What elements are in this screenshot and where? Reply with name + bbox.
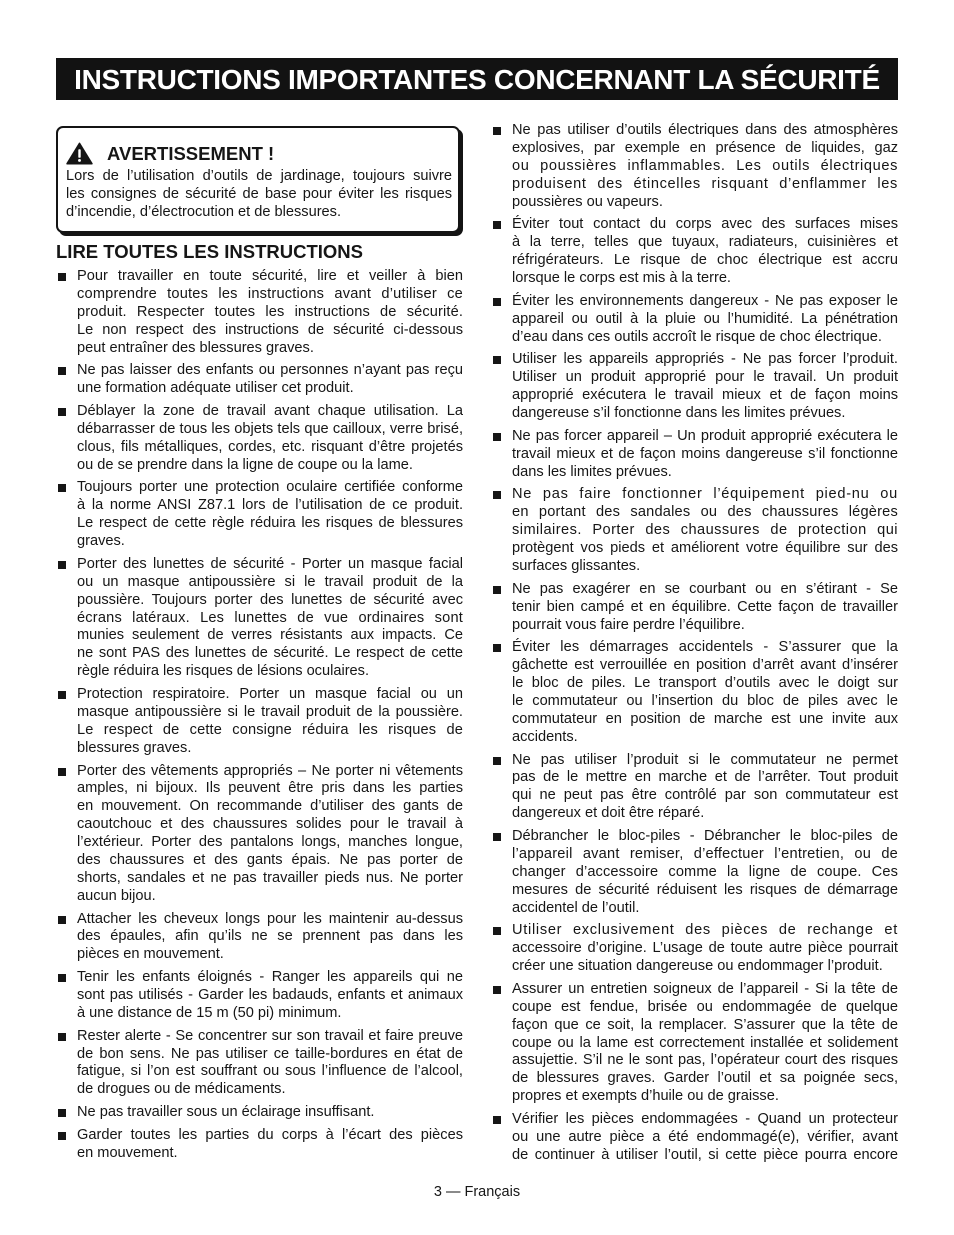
text-line [77,704,463,722]
instruction-text [77,1104,463,1122]
text-line [77,663,463,681]
text-line [512,1035,898,1053]
text-line-content: des chaussures et des gants épais. Ne pas porter de [77,851,463,868]
safety-instruction-item [56,362,463,398]
text-line-content: lorsque le corps est mis à la terre. [512,270,731,287]
text-line-content: d’incendie, d’électrocution et de blessures. [66,203,342,220]
text-line [512,581,898,599]
text-line-content: à la norme ANSI Z87.1 lors de l’utilisation de ce produit. [77,497,463,514]
text-line-content: sont pas utilisés - Garder les badauds, enfants et animaux [77,986,463,1003]
square-bullet-icon [58,273,66,281]
text-line-content: débarrasser de tous les objets tels que cailloux, verre brisé, [77,420,463,437]
text-line [77,1104,463,1122]
text-line [512,711,898,729]
safety-instruction-item [56,686,463,758]
text-line-content: Ne pas forcer appareil – Un produit approprié exécutera le [512,427,898,444]
text-line [512,428,898,446]
text-line-content: shorts, sandales et ne pas travailler pieds nus. Ne porter [77,869,463,886]
instruction-text [77,403,463,475]
instruction-text [77,479,463,551]
text-line [77,533,463,551]
instruction-text [512,828,898,917]
square-bullet-icon [493,298,501,306]
text-line [512,122,898,140]
instruction-text [512,486,898,575]
text-line-content: propres et exempts d’huile ou de graisse. [512,1088,779,1105]
text-line [77,928,463,946]
text-line-content: Garder toutes les parties du corps à l’écart des pièces [77,1126,463,1143]
text-line [77,645,463,663]
text-line-content: Tenir les enfants éloignés - Ranger les appareils qui ne [77,969,463,986]
text-line-content: Porter des lunettes de sécurité - Porter un masque facial [77,555,463,572]
text-line [77,1005,463,1023]
text-line [77,380,463,398]
text-line [512,1070,898,1088]
text-line-content: protègent vos pieds et améliorent votre équilibre sur des [512,540,898,557]
text-line-content: comprendre toutes les instructions avant d’utiliser ce [77,285,463,302]
text-line-content: Assurer un entretien soigneux de l’appareil - Si la tête de [512,980,898,997]
text-line-content: clous, fils métalliques, cordes, etc. risquant d’être projetés [77,438,463,455]
text-line [512,140,898,158]
text-line-content: Utiliser exclusivement des pièces de rechange et [512,922,898,939]
text-line [77,911,463,929]
text-line-content: surfaces glissantes. [512,557,641,574]
text-line [512,486,898,504]
text-line [512,311,898,329]
instruction-text [512,1111,898,1165]
instruction-text [77,763,463,906]
text-line-content: réfrigérateurs. Le risque de choc électrique est accru [512,252,898,269]
text-line-content: qui ne peut pas être contrôlé par son commutateur est [512,787,898,804]
text-line [512,1147,898,1165]
square-bullet-icon [493,586,501,594]
text-line-content: en mouvement. [77,1144,178,1161]
instruction-text [512,581,898,635]
text-line [77,870,463,888]
text-line [512,639,898,657]
text-line [77,1046,463,1064]
text-line-content: dangereux et doit être réparé. [512,805,705,822]
text-line-content: Ne pas utiliser d’outils électriques dans des atmosphères [512,122,898,138]
text-line [77,852,463,870]
text-line-content: des épaules, afin qu’ils ne se prennent pas dans les [77,928,463,945]
text-line [512,216,898,234]
text-line-content: le bloc de piles. Le transport d’outils avec le doigt sur [512,675,898,692]
instruction-text [512,293,898,347]
text-line-content: Utiliser un produit approprié pour le travail. Un produit [512,369,898,386]
square-bullet-icon [493,221,501,229]
text-line-content: poussières ou vapeurs. [512,193,663,210]
instruction-text [512,922,898,976]
text-line-content: blessures graves. [77,739,192,756]
text-line-content: peut entraîner des blessures graves. [77,339,314,356]
warning-title: AVERTISSEMENT ! [107,143,275,164]
square-bullet-icon [58,691,66,699]
text-line-content: assujettie. S’il ne le sont pas, l’opérateur court des risques [512,1052,898,1069]
warning-text [66,168,452,222]
safety-instruction-item [56,911,463,965]
instruction-text [77,268,463,357]
safety-instruction-item [491,1111,898,1165]
instruction-text [512,351,898,423]
text-line [77,457,463,475]
text-line-content: pièces en mouvement. [77,946,224,963]
square-bullet-icon [58,768,66,776]
text-line [512,805,898,823]
square-bullet-icon [493,433,501,441]
square-bullet-icon [58,408,66,416]
text-line-content: mesures de sécurité réduisent les risques de démarrage [512,881,898,898]
text-line-content: Lors de l’utilisation d’outils de jardinage, toujours suivre [66,168,452,184]
safety-instruction-item [491,581,898,635]
text-line [77,888,463,906]
text-line [512,981,898,999]
text-line [512,1017,898,1035]
text-line-content: Débrancher le bloc-piles - Débrancher le bloc-piles de [512,827,898,844]
square-bullet-icon [493,127,501,135]
page-footer: 3 — Français [433,1184,521,1200]
text-line-content: accidents. [512,728,578,745]
text-line [512,293,898,311]
text-line-content: similaires. Porter des chaussures de protection qui [512,522,898,539]
text-line-content: Ne pas faire fonctionner l’équipement pied-nu ou [512,486,898,503]
text-line [77,340,463,358]
safety-list-left [56,268,463,1168]
square-bullet-icon [58,974,66,982]
text-line-content: accessoire d’origine. L’usage de toute autre pièce pourrait [512,940,898,957]
safety-instruction-item [56,763,463,906]
text-line-content: tenir bien campé et en équilibre. Cette façon de travailler [512,598,898,615]
text-line [66,186,452,204]
instruction-text [77,686,463,758]
text-line [512,846,898,864]
text-line [512,504,898,522]
text-line-content: Pour travailler en toute sécurité, lire et veiller à bien [77,268,463,284]
text-line [77,574,463,592]
text-line-content: Ne pas laisser des enfants ou personnes n’ayant pas reçu [77,362,463,379]
text-line-content: aucun bijou. [77,887,156,904]
text-line [77,946,463,964]
text-line-content: créer une situation dangereuse ou endommager l’produit. [512,958,883,975]
square-bullet-icon [493,927,501,935]
text-line [512,864,898,882]
text-line [512,693,898,711]
instruction-text [77,911,463,965]
text-line [512,1111,898,1129]
text-line [512,882,898,900]
text-line-content: appareil ou outil à la pluie ou l’humidité. La pénétration [512,310,898,327]
safety-list-right [491,122,898,1170]
text-line [512,729,898,747]
text-line [512,558,898,576]
page-title: INSTRUCTIONS IMPORTANTES CONCERNANT LA SÉCURITÉ [74,63,880,95]
text-line [77,780,463,798]
text-line [512,958,898,976]
text-line-content: à la terre, telles que tuyaux, radiateurs, cuisinières et [512,234,898,251]
text-line-content: poussière. Toujours porter des lunettes de sécurité avec [77,591,463,608]
text-line-content: dans les limites prévues. [512,463,672,480]
text-line-content: de blessures graves. Garder l’outil et sa poignée secs, [512,1070,898,1087]
text-line [512,752,898,770]
text-line [512,1129,898,1147]
instruction-text [512,981,898,1106]
text-line [512,234,898,252]
text-line [77,592,463,610]
text-line-content: accidentel de l’outil. [512,899,640,916]
text-line-content: coupe est fendue, brisée ou endommagée de quelque [512,998,898,1015]
safety-instruction-item [491,922,898,976]
text-line [77,322,463,340]
text-line-content: gâchette est verrouillée en position d’arrêt avant d’insérer [512,657,898,674]
instruction-text [77,969,463,1023]
square-bullet-icon [493,986,501,994]
square-bullet-icon [493,757,501,765]
safety-instruction-item [491,293,898,347]
text-line [77,1081,463,1099]
text-line [512,405,898,423]
text-line-content: pas de le mettre en marche et de l’arrêter. Tout produit [512,769,898,786]
text-line [77,740,463,758]
text-line [512,464,898,482]
text-line-content: Éviter tout contact du corps avec des surfaces mises [512,216,898,233]
text-line-content: produisent des étincelles risquant d’enflammer les [512,175,898,192]
text-line [512,446,898,464]
text-line [77,816,463,834]
square-bullet-icon [58,484,66,492]
text-line [512,617,898,635]
text-line [512,675,898,693]
text-line-content: Déblayer la zone de travail avant chaque utilisation. La [77,403,463,420]
text-line-content: Éviter les environnements dangereux - Ne pas exposer le [512,292,898,309]
text-line [512,787,898,805]
text-line [77,686,463,704]
text-line [77,515,463,533]
text-line [512,540,898,558]
text-line-content: d’eau dans ces outils accroît le risque de choc électrique. [512,328,882,345]
safety-instruction-item [56,1127,463,1163]
text-line-content: Utiliser les appareils appropriés - Ne pas forcer l’produit. [512,351,898,368]
text-line [77,1127,463,1145]
instruction-text [77,556,463,681]
text-line-content: Rester alerte - Se concentrer sur son travail et faire preuve [77,1027,463,1044]
text-line-content: Porter des vêtements appropriés – Ne porter ni vêtements [77,762,463,779]
text-line-content: produit. Respecter toutes les instructions de sécurité. [77,303,463,320]
text-line-content: commutateur en position de marche est une invite aux [512,710,898,727]
text-line-content: Ne pas exagérer en se courbant ou en s’étirant - Se [512,580,898,597]
square-bullet-icon [58,367,66,375]
instruction-text [512,428,898,482]
text-line-content: ne sont PAS des lunettes de sécurité. Le respect de cette [77,645,463,662]
instruction-text [77,1028,463,1100]
text-line [77,1145,463,1163]
safety-instruction-item [56,969,463,1023]
text-line-content: Le respect de cette consigne réduira les risques de [77,721,463,738]
safety-instruction-item [491,122,898,211]
text-line [512,769,898,787]
text-line [77,1063,463,1081]
safety-instruction-item [491,351,898,423]
text-line [512,270,898,288]
text-line [512,999,898,1017]
text-line-content: règle réduira les risques de lésions oculaires. [77,663,370,680]
text-line-content: dangereuse s’il fonctionne dans les limites prévues. [512,405,846,422]
text-line-content: graves. [77,533,125,550]
square-bullet-icon [58,1109,66,1117]
square-bullet-icon [58,561,66,569]
square-bullet-icon [58,1132,66,1140]
text-line-content: de continuer à utiliser l’outil, si cette pièce pourra encore [512,1146,898,1163]
text-line [77,556,463,574]
instruction-text [77,1127,463,1163]
text-line-content: façon que ce soit, la remplacer. S’assurer que la tête de [512,1016,898,1033]
instruction-text [512,752,898,824]
text-line [77,834,463,852]
square-bullet-icon [58,916,66,924]
text-line [512,351,898,369]
text-line-content: une formation adéquate utiliser cet produit. [77,380,354,397]
instruction-text [512,216,898,288]
square-bullet-icon [493,356,501,364]
text-line [77,421,463,439]
safety-instruction-item [491,981,898,1106]
text-line-content: l’appareil avant remiser, d’effectuer l’entretien, ou de [512,845,898,862]
text-line-content: ou de se prendre dans la ligne de coupe ou la lame. [77,456,413,473]
text-line [512,599,898,617]
text-line [77,722,463,740]
text-line [512,828,898,846]
text-line-content: fatigue, si l’on est souffrant ou sous l’influence de l’alcool, [77,1063,463,1080]
text-line [66,204,452,222]
text-line [77,798,463,816]
text-line [77,497,463,515]
text-line-content: amples, ni bijoux. Ils peuvent être pris dans les parties [77,780,463,797]
square-bullet-icon [58,1033,66,1041]
text-line-content: écrans latéraux. Les lunettes de vue ordinaires sont [77,609,463,626]
text-line [77,610,463,628]
text-line [512,329,898,347]
warning-triangle-icon [66,142,93,165]
instruction-text [512,122,898,211]
text-line-content: approprié exécutera le travail mieux et de façon moins [512,387,898,404]
text-line [512,1088,898,1106]
safety-instruction-item [491,639,898,746]
text-line-content: Ne pas utiliser l’produit si le commutateur ne permet [512,751,898,768]
text-line [77,286,463,304]
text-line [512,387,898,405]
text-line-content: Le respect de cette règle réduira les risques de blessures [77,515,463,532]
text-line-content: Vérifier les pièces endommagées - Quand un protecteur [512,1111,898,1127]
text-line-content: de bon sens. Ne pas utiliser ce taille-bordures en état de [77,1045,463,1062]
text-line-content: travail mieux et de façon moins dangereuse s’il fonctionne [512,445,898,462]
text-line [512,922,898,940]
text-line-content: masque antipoussière si le travail produit de la poussière. [77,703,463,720]
text-line-content: Éviter les démarrages accidentels - S’assurer que la [512,639,898,656]
square-bullet-icon [493,1116,501,1124]
safety-instruction-item [491,486,898,575]
square-bullet-icon [493,491,501,499]
text-line-content: changer d’accessoire comme la ligne de coupe. Ces [512,863,898,880]
safety-instruction-item [491,216,898,288]
text-line-content: à une distance de 15 m (50 pi) minimum. [77,1004,342,1021]
safety-instruction-item [491,752,898,824]
safety-instruction-item [56,479,463,551]
text-line-content: en portant des sandales ou des chaussures légères [512,504,898,521]
text-line [512,158,898,176]
text-line-content: Protection respiratoire. Porter un masque facial ou un [77,686,463,703]
text-line [512,369,898,387]
instruction-text [512,639,898,746]
text-line-content: munies seulement de verres résistants aux impacts. Ce [77,627,463,644]
text-line-content: les consignes de sécurité de base pour éviter les risques [66,185,452,202]
text-line [512,176,898,194]
text-line [512,900,898,918]
text-line-content: ou une autre pièce a été endommagé(e), vérifier, avant [512,1128,898,1145]
instruction-text [77,362,463,398]
text-line [77,268,463,286]
text-line-content: coupe ou la lame est correctement installée et solidement [512,1034,898,1051]
square-bullet-icon [493,833,501,841]
text-line [512,252,898,270]
text-line-content: l’extérieur. Porter des pantalons longs, manches longue, [77,834,463,851]
text-line [512,657,898,675]
safety-instruction-item [56,1104,463,1122]
text-line [77,304,463,322]
title-bar [56,58,898,100]
text-line [77,479,463,497]
text-line [77,763,463,781]
text-line-content: en mouvement. On recommande d’utiliser des gants de [77,798,463,815]
text-line [77,439,463,457]
text-line-content: pourrait vous faire perdre l’équilibre. [512,616,745,633]
text-line [512,1052,898,1070]
text-line [512,194,898,212]
text-line-content: Toujours porter une protection oculaire certifiée conforme [77,479,463,496]
text-line-content: le commutateur ou l’insertion du bloc de piles avec le [512,692,898,709]
text-line [512,940,898,958]
safety-instruction-item [56,1028,463,1100]
warning-box [56,126,460,233]
text-line-content: ou poussières inflammables. Les outils électriques [512,157,898,174]
square-bullet-icon [493,644,501,652]
text-line [77,969,463,987]
safety-instruction-item [491,428,898,482]
section-heading: LIRE TOUTES LES INSTRUCTIONS [56,241,363,262]
text-line [66,168,452,186]
safety-instruction-item [56,268,463,357]
safety-instruction-item [491,828,898,917]
text-line [77,403,463,421]
text-line [77,627,463,645]
text-line-content: caoutchouc et des chaussures solides pour le travail à [77,816,463,833]
text-line [77,987,463,1005]
safety-instruction-item [56,556,463,681]
text-line-content: ou un masque antipoussière si le travail produit de la [77,573,463,590]
text-line-content: explosives, par exemple en présence de liquides, gaz [512,139,898,156]
text-line [77,362,463,380]
text-line-content: de drogues ou de médicaments. [77,1081,286,1098]
text-line-content: Attacher les cheveux longs pour les maintenir au-dessus [77,910,463,927]
safety-instruction-item [56,403,463,475]
text-line [512,522,898,540]
text-line-content: Le non respect des instructions de sécurité ci-dessous [77,321,463,338]
text-line-content: Ne pas travailler sous un éclairage insuffisant. [77,1104,375,1121]
text-line [77,1028,463,1046]
